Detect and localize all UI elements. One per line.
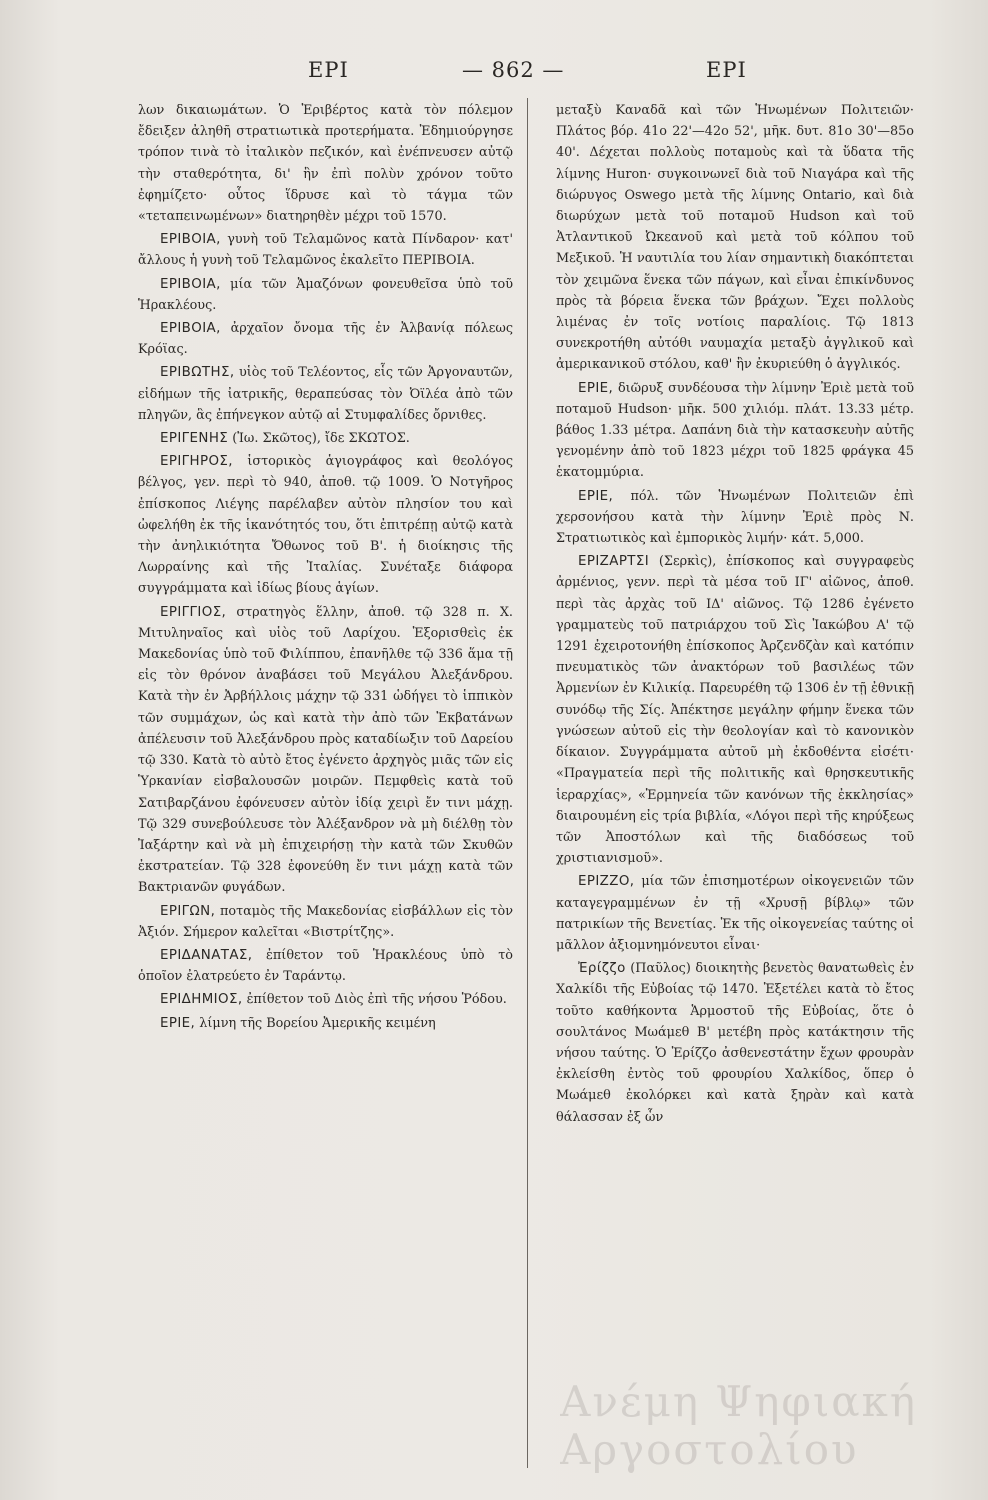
entry-text: μία τῶν Ἀμαζόνων φονευθεῖσα ὑπὸ τοῦ Ἡρακλέους.: [138, 276, 513, 313]
entry-text: ἀρχαῖον ὄνομα τῆς ἐν Ἀλβανίᾳ πόλεως Κρόϊας.: [138, 321, 513, 358]
entry-text: λίμνη τῆς Βορείου Ἀμερικῆς κειμένη: [199, 1015, 436, 1031]
entry-headword: ΕΡΙΔΑΝΑΤΑΣ,: [160, 947, 253, 963]
entry-text: πόλ. τῶν Ἡνωμένων Πολιτειῶν ἐπὶ χερσονήσου κατὰ τὴν λίμνην Ἐριὲ πρὸς Ν. Στρατιωτικὸς καὶ ἐμπορικὸς λιμήν· κάτ. 5,000.: [556, 488, 914, 547]
entry-headword: ΕΡΙΖΖΟ,: [578, 874, 635, 890]
entry-headword: Ἐρίζζο: [578, 961, 626, 977]
entry-headword: ΕΡΙΔΗΜΙΟΣ,: [160, 992, 243, 1008]
entry-text: μεταξὺ Καναδᾶ καὶ τῶν Ἡνωμένων Πολιτειῶν· Πλάτος βόρ. 41ο 22'—42ο 52', μῆκ. δυτ. 81ο 30'—85ο 40'. Δέχεται πολλοὺς ποταμοὺς καὶ τὰ ὕδατα τῆς λίμνης Huron· συγκοινωνεῖ διὰ τοῦ Νιαγάρα καὶ τῆς διώρυγος Oswego μετὰ τῆς λίμνης Ontario, καὶ διὰ διωρύχων μετὰ τοῦ ποταμοῦ Hudson καὶ τοῦ Ἀτλαντικοῦ Ὠκεανοῦ καὶ μετὰ τοῦ κόλπου τοῦ Μεξικοῦ. Ἡ ναυτιλία του λίαν σημαντικὴ διακόπτεται τὸν χειμῶνα ἕνεκα τῶν πάγων, καὶ εἶναι ἐπικίνδυνος πρὸς τὰ βόρεια ἕνεκα τῶν βράχων. Ἔχει πολλοὺς λιμένας ἐν τοῖς νοτίοις παραλίοις. Τῷ 1813 συνεκροτήθη αὐτόθι ναυμαχία μεταξὺ ἀγγλικοῦ καὶ ἀμερικανικοῦ στόλου, καθ' ἣν ἐκυριεύθη ὁ ἀγγλικός.: [556, 103, 914, 373]
column-divider: [527, 98, 528, 1468]
dictionary-entry: [556, 551, 914, 869]
entry-headword: ΕΡΙΕ,: [160, 1015, 196, 1031]
dictionary-entry: [556, 378, 914, 484]
entry-headword: ΕΡΙΓΩΝ,: [160, 903, 216, 919]
dictionary-entry: [138, 451, 513, 599]
entry-headword: ΕΡΙΕ,: [578, 380, 614, 396]
dictionary-entry: [138, 274, 513, 316]
page-number: — 862 —: [462, 58, 565, 82]
entry-headword: ΕΡΙΖΑΡΤΣΙ: [578, 554, 650, 570]
dictionary-entry: [138, 602, 513, 899]
watermark-line: Αργοστολίου: [560, 1425, 859, 1474]
dictionary-entry: [556, 486, 914, 550]
entry-text: (Παῦλος) διοικητὴς βενετὸς θανατωθεὶς ἐν Χαλκίδι τῆς Εὐβοίας τῷ 1470. Ἐξετέλει κατὰ τὸ ἔτος τοῦτο καθήκοντα Ἁρμοστοῦ τῆς Εὐβοίας, ὅτε ὁ σουλτάνος Μωάμεθ Β' μετέβη πρὸς κατάκτησιν τῆς νήσου ταύτης. Ὁ Ἐρίζζο ἀσθενεστάτην ἔχων φρουρὰν ἐκλείσθη ἐντὸς τοῦ φρουρίου Χαλκίδος, ὅπερ ὁ Μωάμεθ ἐκολόρκει καὶ κατὰ ξηρὰν καὶ κατὰ θάλασσαν ἐξ ὧν: [556, 961, 914, 1125]
entry-text: μία τῶν ἐπισημοτέρων οἰκογενειῶν τῶν καταγεγραμμένων ἐν τῇ «Χρυσῇ βίβλῳ» τῶν πατρικίων τῆς Βενετίας. Ἐκ τῆς οἰκογενείας ταύτης οἱ μᾶλλον ἀξιομνημόνευτοι εἶναι·: [556, 874, 914, 953]
left-column: [138, 100, 513, 1480]
dictionary-entry: [138, 989, 513, 1010]
dictionary-entry: [138, 945, 513, 987]
entry-text: διῶρυξ συνδέουσα τὴν λίμνην Ἐριὲ μετὰ τοῦ ποταμοῦ Hudson· μῆκ. 500 χιλιόμ. πλάτ. 13.33 μέτρ. βάθος 1.33 μέτρα. Δαπάνη διὰ τὴν κατασκευὴν αὐτῆς γενομένην ἀπὸ τοῦ 1823 μέχρι τοῦ 1825 φράγκα 45 ἑκατομμύρια.: [556, 380, 914, 481]
entry-headword: ΕΡΙΓΓΙΟΣ,: [160, 604, 227, 620]
dictionary-entry: [138, 100, 513, 227]
dictionary-entry: [138, 901, 513, 943]
header-left-guideword: ΕΡΙ: [308, 58, 349, 82]
entry-headword: ΕΡΙΒΩΤΗΣ,: [160, 365, 235, 381]
entry-text: γυνὴ τοῦ Τελαμῶνος κατὰ Πίνδαρον· κατ' ἄλλους ἡ γυνὴ τοῦ Τελαμῶνος ἐκαλεῖτο ΠΕΡΙΒΟΙΑ.: [138, 232, 513, 269]
entry-headword: ΕΡΙΒΟΙΑ,: [160, 276, 221, 292]
entry-headword: ΕΡΙΒΟΙΑ,: [160, 232, 221, 248]
entry-text: λων δικαιωμάτων. Ὁ Ἐριβέρτος κατὰ τὸν πόλεμον ἔδειξεν ἀληθῆ στρατιωτικὰ προτερήματα. Ἐδημιούργησε τρόπον τινὰ τὸ ἰταλικὸν πεζικόν, καὶ ἐνέπνευσεν αὐτῷ τὴν σταθερότητα, δι' ἣν ἐπὶ πολὺν χρόνον τοῦτο ἐφημίζετο· οὗτος ἵδρυσε καὶ τὸ τάγμα τῶν «τεταπεινωμένων» διατηρηθὲν μέχρι τοῦ 1570.: [138, 103, 513, 225]
dictionary-entry: [138, 362, 513, 426]
entry-text: ἐπίθετον τοῦ Ἡρακλέους ὑπὸ τὸ ὁποῖον ἐλατρεύετο ἐν Ταράντῳ.: [138, 947, 513, 985]
entry-text: (Ἰω. Σκῶτος), ἴδε ΣΚΩΤΟΣ.: [232, 431, 410, 447]
dictionary-entry: [138, 318, 513, 360]
entry-headword: ΕΡΙΒΟΙΑ,: [160, 321, 221, 337]
header-right-guideword: ΕΡΙ: [706, 58, 747, 82]
entry-text: υἱὸς τοῦ Τελέοντος, εἷς τῶν Ἀργοναυτῶν, εἰδήμων τῆς ἰατρικῆς, θεραπεύσας τὸν Ὀϊλέα ἀπὸ τῶν πληγῶν, ἃς ἐπήνεγκον αὐτῷ αἱ Στυμφαλίδες ὄρνιθες.: [138, 365, 513, 423]
dictionary-entry: [556, 871, 914, 956]
entry-text: ἱστορικὸς ἁγιογράφος καὶ θεολόγος βέλγος, γεν. περὶ τὸ 940, ἀποθ. τῷ 1009. Ὁ Νοτγῆρος ἐπίσκοπος Λιέγης παρέλαβεν αὐτὸν πλησίον του καὶ ὠφελήθη ἐκ τῆς ἱκανότητός του, ὅτι ἐπιτρέπῃ αὐτῷ κατὰ τὴν ἀνηλικιότητα Ὄθωνος τοῦ Β'. ἡ διοίκησις τῆς Λωρραίνης καὶ τῆς Ἰταλίας. Συνέταξε διάφορα συγγράμματα καὶ ἰδίως βίους ἁγίων.: [138, 454, 513, 597]
entry-headword: ΕΡΙΓΗΡΟΣ,: [160, 454, 233, 470]
dictionary-entry: [138, 1013, 513, 1034]
dictionary-entry: [138, 428, 513, 449]
entry-headword: ΕΡΙΕ,: [578, 488, 614, 504]
page-header: [0, 58, 988, 94]
entry-text: ποταμὸς τῆς Μακεδονίας εἰσβάλλων εἰς τὸν Ἀξιόν. Σήμερον καλεῖται «Βιστρίτζης».: [138, 903, 513, 940]
entry-headword: ΕΡΙΓΕΝΗΣ: [160, 431, 229, 447]
entry-text: στρατηγὸς ἕλλην, ἀποθ. τῷ 328 π. Χ. Μιτυληναῖος καὶ υἱὸς τοῦ Λαρίχου. Ἐξορισθεὶς ἐκ Μακεδονίας ὑπὸ τοῦ Φιλίππου, ἐπανῆλθε τῷ 336 ἅμα τῇ εἰς τὸν θρόνον ἀναβάσει τοῦ Μεγάλου Ἀλεξάνδρου. Κατὰ τὴν ἐν Ἀρβήλλοις μάχην τῷ 331 ὡδήγει τὸ ἱππικὸν τῶν συμμάχων, ὡς καὶ κατὰ τὴν ἀπὸ τῶν Ἐκβατάνων ἀπέλευσιν τοῦ Ἀλεξάνδρου πρὸς καταδίωξιν τοῦ Δαρείου τῷ 330. Κατὰ τὸ αὐτὸ ἔτος ἐγένετο ἀρχηγὸς μιᾶς τῶν εἰς Ὑρκανίαν εἰσβαλουσῶν μοιρῶν. Πεμφθεὶς κατὰ τοῦ Σατιβαρζάνου ἐφόνευσεν αὐτὸν ἰδίᾳ χειρὶ ἔν τινι μάχῃ. Τῷ 329 συνεβούλευσε τὸν Ἀλέξανδρον νὰ μὴ διέλθῃ τὸν Ἰαξάρτην καὶ νὰ μὴ ἐπιχειρήσῃ τὴν κατὰ τῶν Σκυθῶν ἐκστρατείαν. Τῷ 328 ἐφονεύθη ἔν τινι μάχῃ κατὰ τῶν Βακτριανῶν φυγάδων.: [138, 604, 513, 896]
entry-text: ἐπίθετον τοῦ Διὸς ἐπὶ τῆς νήσου Ῥόδου.: [246, 992, 507, 1008]
dictionary-entry: [556, 958, 914, 1128]
right-column: [556, 100, 914, 1400]
dictionary-entry: [138, 229, 513, 271]
dictionary-entry: [556, 100, 914, 376]
entry-text: (Σερκὶς), ἐπίσκοπος καὶ συγγραφεὺς ἀρμένιος, γενν. περὶ τὰ μέσα τοῦ ΙΓ' αἰῶνος, ἀποθ. περὶ τὰς ἀρχὰς τοῦ ΙΔ' αἰῶνος. Τῷ 1286 ἐγένετο γραμματεὺς τοῦ πατριάρχου τοῦ Σὶς Ἰακώβου Α' τῷ 1291 ἐχειροτονήθη ἐπίσκοπος Ἀρζενδζὰν καὶ κατόπιν πνευματικὸς τῶν ἀνακτόρων τοῦ βασιλέως τῶν Ἀρμενίων ἐν Κιλικίᾳ. Παρευρέθη τῷ 1306 ἐν τῇ ἐθνικῇ συνόδῳ τῆς Σίς. Ἀπέκτησε μεγάλην φήμην ἕνεκα τῶν γνώσεων αὐτοῦ εἰς τὴν θεολογίαν καὶ τὸ κανονικὸν δίκαιον. Συγγράμματα αὐτοῦ μὴ ἐκδοθέντα εἰσέτι· «Πραγματεία περὶ τῆς πολιτικῆς καὶ θρησκευτικῆς ἱεραρχίας», «Ἑρμηνεία τῶν κανόνων τῆς ἐκκλησίας» διαιρουμένη εἰς τρία βιβλία, «Λόγοι περὶ τῆς κηρύξεως τῶν Ἀποστόλων καὶ τῆς διαδόσεως τοῦ χριστιανισμοῦ».: [556, 554, 914, 867]
watermark-line: Ανέμη Ψηφιακή: [560, 1378, 918, 1426]
